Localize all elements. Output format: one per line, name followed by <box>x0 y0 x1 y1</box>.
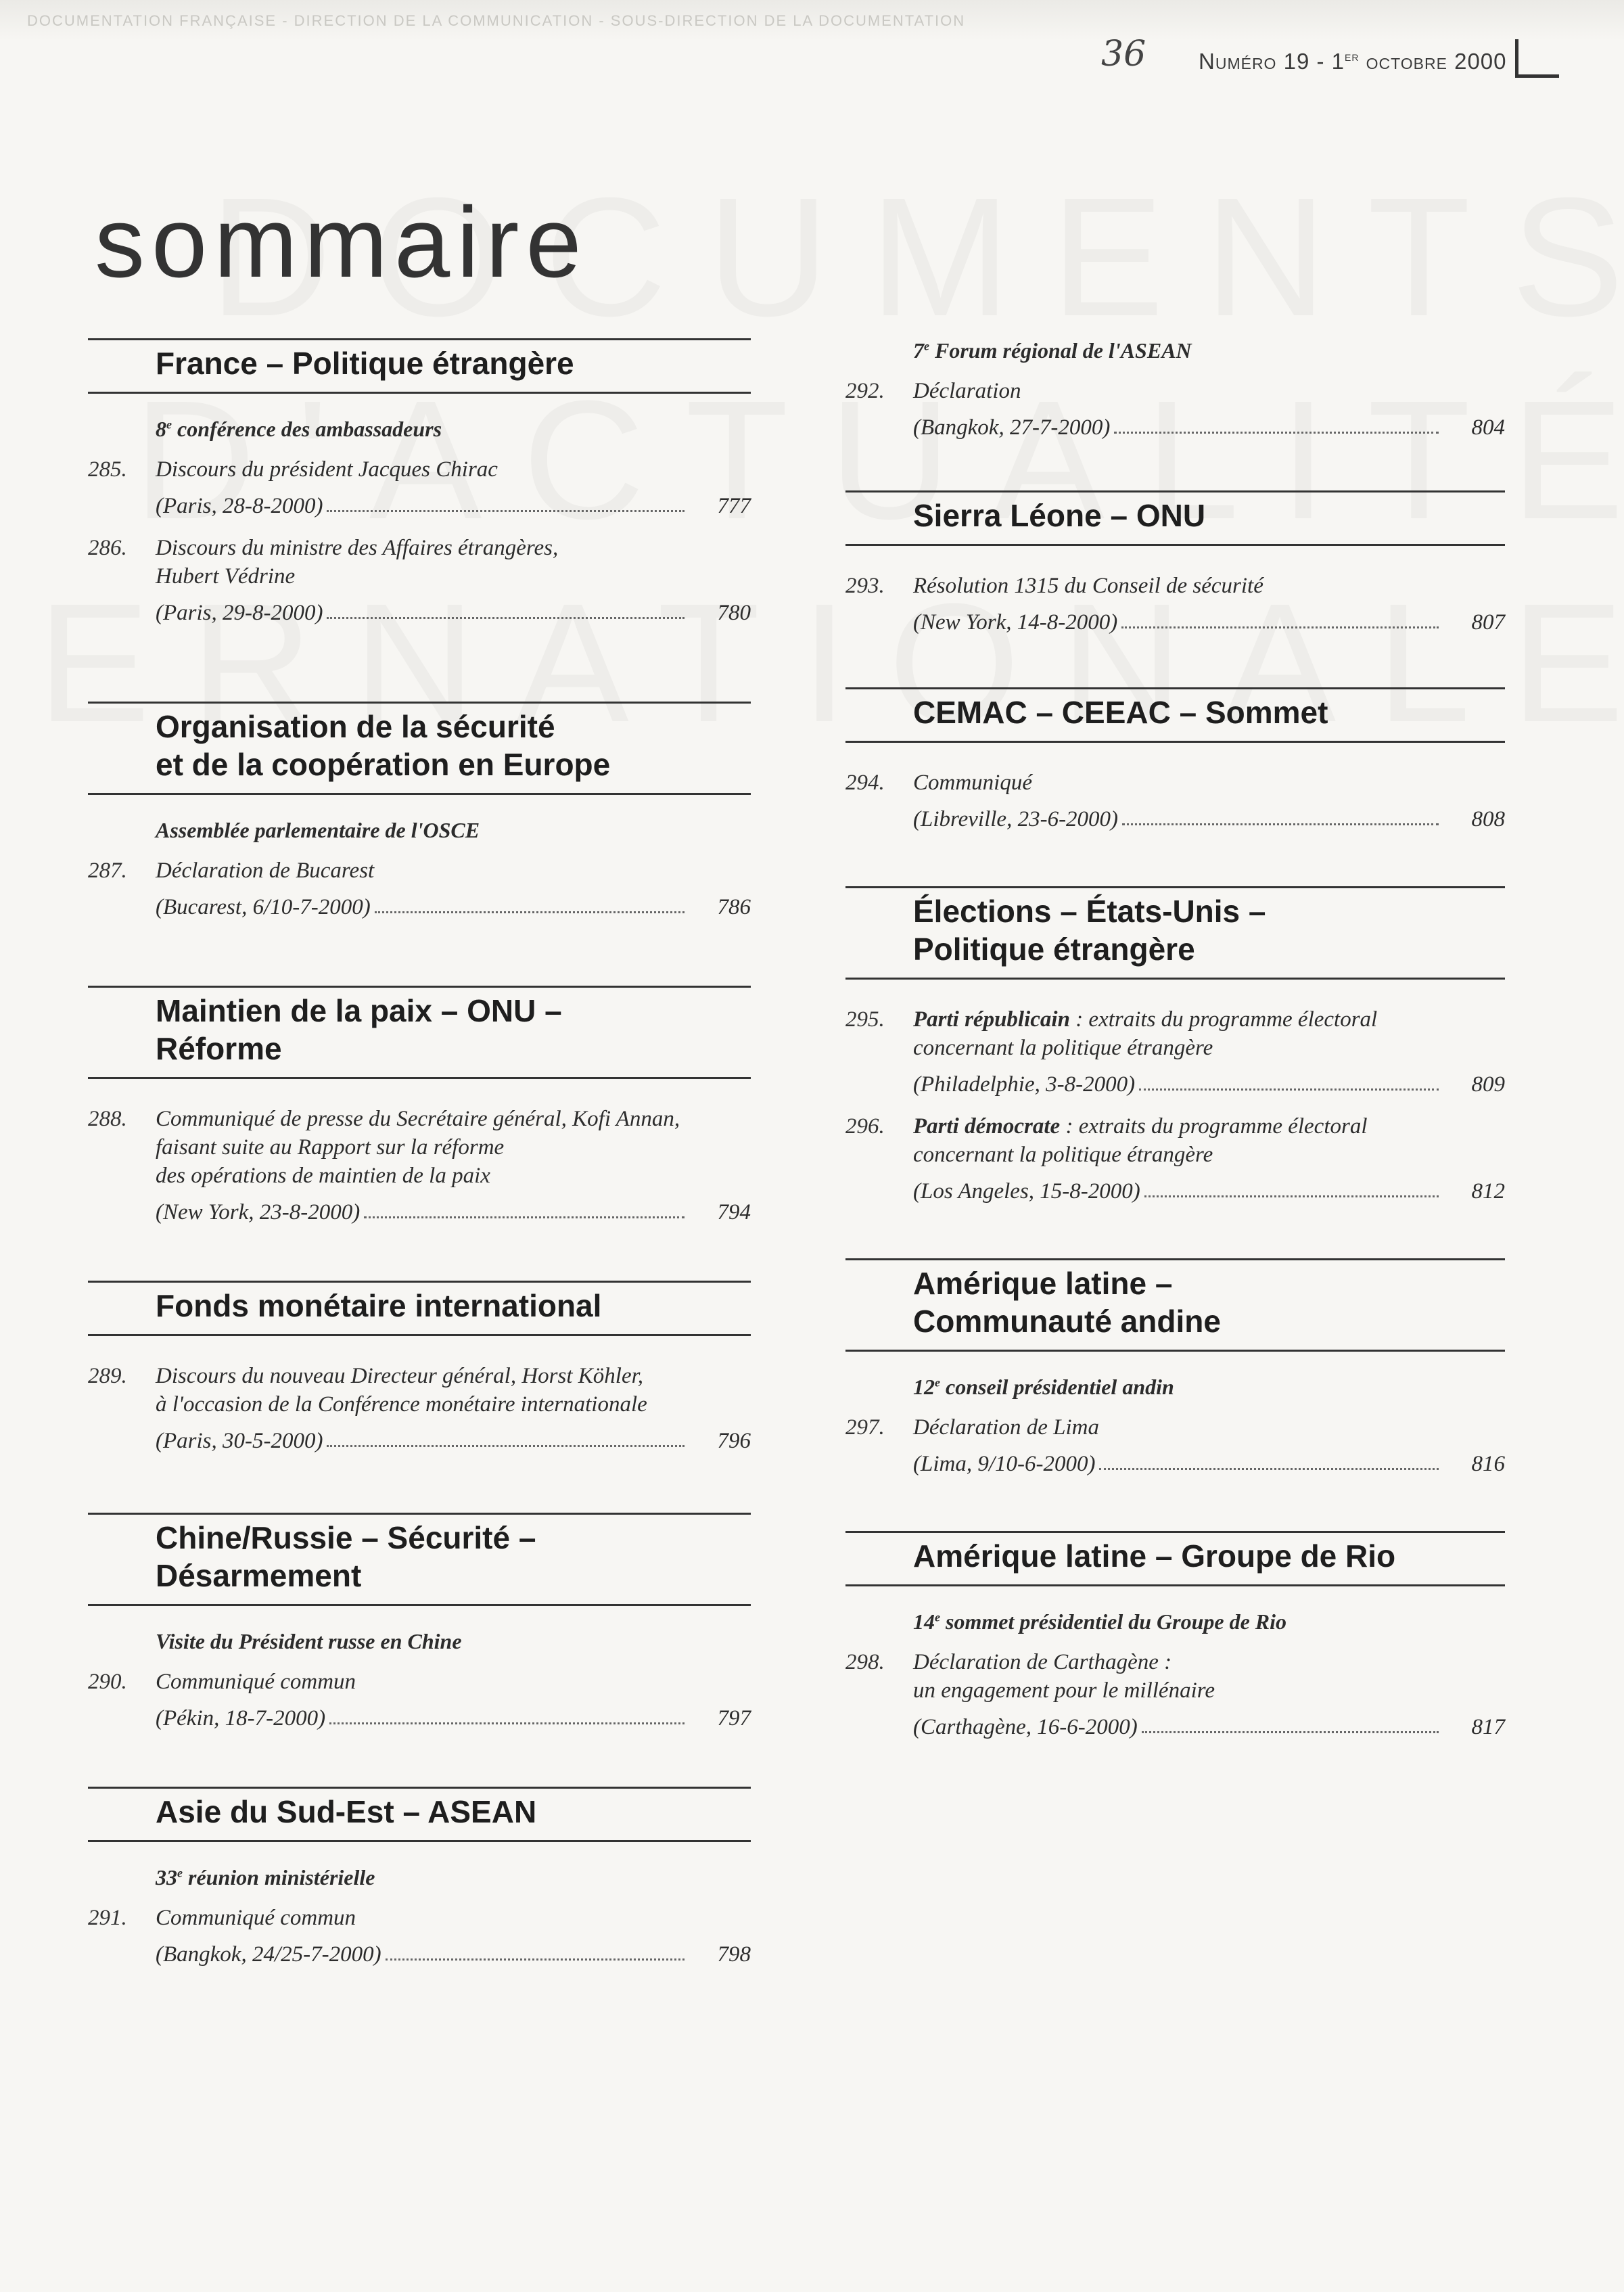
page-number: 817 <box>1471 1715 1505 1739</box>
subheading-post: conférence des ambassadeurs <box>172 417 442 441</box>
entry-body <box>913 1112 1505 1206</box>
page-number: 804 <box>1471 415 1505 440</box>
leader-dots <box>1121 626 1439 628</box>
entry-body <box>156 856 751 921</box>
heading-line: Asie du Sud-Est – ASEAN <box>156 1794 537 1829</box>
subheading <box>845 1609 1505 1634</box>
entry-line <box>156 455 751 484</box>
section-heading <box>88 1513 751 1606</box>
entry-body <box>913 1648 1505 1741</box>
leader-dots <box>386 1958 685 1961</box>
entry-text: Communiqué commun <box>156 1906 356 1930</box>
heading-line: Réforme <box>156 1031 282 1066</box>
entry-number: 296. <box>845 1114 885 1139</box>
leader-dots <box>327 1445 685 1447</box>
entry-last-line <box>913 600 1505 637</box>
leader-dots <box>327 617 685 619</box>
section-heading-text <box>156 1519 751 1595</box>
toc-section <box>88 1787 751 1969</box>
heading-line: Organisation de la sécurité <box>156 709 555 744</box>
heading-line: Politique étrangère <box>913 932 1195 967</box>
subheading-sup: e <box>935 1610 940 1624</box>
entry-number: 293. <box>845 574 885 598</box>
subheading-sup: e <box>935 1375 940 1390</box>
toc-entry[interactable] <box>845 1648 1505 1741</box>
toc-section <box>845 886 1505 1206</box>
entry-text: Déclaration <box>913 379 1021 403</box>
entry-body <box>156 1668 751 1733</box>
section-heading-text <box>913 892 1505 968</box>
entry-body <box>913 572 1505 637</box>
entry-place-date: (New York, 14-8-2000) <box>913 610 1118 635</box>
page-number: 812 <box>1471 1179 1505 1204</box>
entry-body <box>156 1105 751 1227</box>
entry-last-line <box>913 1705 1505 1741</box>
entry-text: Communiqué commun <box>156 1670 356 1694</box>
entry-body <box>156 1904 751 1969</box>
entry-text: faisant suite au Rapport sur la réforme <box>156 1135 505 1160</box>
toc-entry[interactable] <box>845 1112 1505 1206</box>
heading-line: Désarmement <box>156 1558 362 1593</box>
entry-body <box>913 769 1505 833</box>
page-title: sommaire <box>95 187 588 298</box>
entry-text: Résolution 1315 du Conseil de sécurité <box>913 574 1263 598</box>
toc-section <box>88 702 751 921</box>
heading-line: Maintien de la paix – ONU – <box>156 993 562 1028</box>
leader-dots <box>375 911 685 913</box>
entry-number: 298. <box>845 1650 885 1674</box>
entry-text: des opérations de maintien de la paix <box>156 1164 490 1188</box>
entry-line <box>913 377 1505 405</box>
subheading-pre: Assemblée parlementaire de l'OSCE <box>156 818 480 842</box>
toc-section <box>88 338 751 627</box>
heading-line: Amérique latine – Groupe de Rio <box>913 1538 1396 1574</box>
page-number: 816 <box>1471 1452 1505 1476</box>
entry-line <box>913 1676 1505 1705</box>
left-column <box>88 338 751 1969</box>
entry-line <box>913 1141 1505 1169</box>
entry-body <box>156 534 751 627</box>
entry-last-line <box>913 405 1505 442</box>
entry-text: Déclaration de Carthagène : <box>913 1650 1172 1674</box>
entry-line <box>913 1648 1505 1676</box>
subheading <box>845 1375 1505 1400</box>
subheading <box>88 1865 751 1890</box>
entry-place-date: (Lima, 9/10-6-2000) <box>913 1452 1096 1476</box>
entry-last-line <box>156 484 751 520</box>
issue-prefix: Numéro 19 - 1 <box>1199 49 1345 74</box>
subheading <box>88 818 751 843</box>
subheading-pre: 8 <box>156 417 166 441</box>
page-number: 780 <box>717 601 751 625</box>
entry-text: Communiqué de presse du Secrétaire général, Kofi Annan, <box>156 1107 680 1131</box>
entry-line <box>156 856 751 885</box>
subheading-post: sommet présidentiel du Groupe de Rio <box>940 1609 1286 1634</box>
entry-place-date: (Carthagène, 16-6-2000) <box>913 1715 1138 1739</box>
entry-last-line <box>156 1190 751 1227</box>
entry-line <box>156 1105 751 1133</box>
section-heading-text <box>156 992 751 1068</box>
entry-line <box>913 1112 1505 1141</box>
leader-dots <box>1114 432 1439 434</box>
toc-section <box>845 1258 1505 1478</box>
entry-place-date: (Los Angeles, 15-8-2000) <box>913 1179 1140 1204</box>
entry-last-line <box>156 591 751 627</box>
entry-line <box>913 1413 1505 1442</box>
handwritten-number: 36 <box>1101 34 1146 74</box>
heading-line: Fonds monétaire international <box>156 1288 602 1323</box>
entry-line <box>156 1133 751 1162</box>
heading-line: France – Politique étrangère <box>156 346 574 381</box>
entry-line <box>156 1162 751 1190</box>
spacer <box>845 980 1505 992</box>
section-heading <box>88 338 751 394</box>
toc-entry[interactable] <box>845 377 1505 442</box>
entry-number: 292. <box>845 379 885 403</box>
toc-section <box>845 490 1505 637</box>
issue-number <box>1199 49 1507 74</box>
page-number: 808 <box>1471 807 1505 831</box>
entry-number: 295. <box>845 1007 885 1032</box>
toc-section <box>88 1513 751 1733</box>
page-number: 807 <box>1471 610 1505 635</box>
toc-entry[interactable] <box>88 1362 751 1455</box>
entry-last-line <box>913 797 1505 833</box>
top-strip <box>0 0 1624 41</box>
entry-bold: Parti républicain <box>913 1007 1070 1032</box>
entry-number: 289. <box>88 1364 127 1388</box>
toc-entry[interactable] <box>88 856 751 921</box>
page-number: 809 <box>1471 1072 1505 1097</box>
section-heading <box>845 1531 1505 1586</box>
entry-last-line <box>156 885 751 921</box>
right-column <box>845 338 1505 1741</box>
entry-last-line <box>913 1169 1505 1206</box>
page-number: 797 <box>717 1706 751 1731</box>
entry-last-line <box>156 1932 751 1969</box>
entry-text: Déclaration de Lima <box>913 1415 1099 1440</box>
entry-line <box>156 1668 751 1696</box>
leader-dots <box>364 1216 685 1218</box>
entry-line <box>156 1390 751 1419</box>
entry-text: Discours du nouveau Directeur général, Horst Köhler, <box>156 1364 644 1388</box>
spacer <box>845 546 1505 558</box>
leader-dots <box>327 510 685 512</box>
entry-last-line <box>156 1419 751 1455</box>
toc-section <box>845 338 1505 442</box>
entry-body <box>156 455 751 520</box>
toc-section <box>845 1531 1505 1741</box>
entry-text: concernant la politique étrangère <box>913 1143 1213 1167</box>
subheading <box>845 338 1505 363</box>
entry-line <box>913 572 1505 600</box>
section-heading-text <box>913 693 1505 731</box>
toc-entry[interactable] <box>88 1904 751 1969</box>
section-heading-text <box>156 344 751 382</box>
entry-line <box>913 1005 1505 1034</box>
heading-line: Chine/Russie – Sécurité – <box>156 1520 536 1555</box>
entry-body <box>156 1362 751 1455</box>
entry-place-date: (Philadelphie, 3-8-2000) <box>913 1072 1136 1097</box>
section-heading-text <box>156 708 751 783</box>
entry-text: Déclaration de Bucarest <box>156 858 375 883</box>
entry-line <box>913 1034 1505 1062</box>
subheading-pre: Visite du Président russe en Chine <box>156 1629 462 1653</box>
subheading-pre: 12 <box>913 1375 935 1399</box>
subheading-pre: 7 <box>913 338 924 363</box>
subheading-sup: e <box>177 1866 183 1880</box>
section-heading <box>845 886 1505 980</box>
entry-body <box>913 1005 1505 1099</box>
entry-place-date: (Paris, 28-8-2000) <box>156 494 323 518</box>
entry-line <box>913 769 1505 797</box>
spacer <box>88 1079 751 1091</box>
entry-body <box>913 377 1505 442</box>
page-number: 777 <box>717 494 751 518</box>
heading-line: Amérique latine – <box>913 1266 1173 1301</box>
page-number: 794 <box>717 1200 751 1224</box>
subheading-post: réunion ministérielle <box>183 1865 375 1889</box>
heading-line: Élections – États-Unis – <box>913 894 1266 929</box>
entry-text: un engagement pour le millénaire <box>913 1678 1215 1703</box>
page-number: 786 <box>717 895 751 919</box>
toc-entry[interactable] <box>845 572 1505 637</box>
entry-number: 294. <box>845 771 885 795</box>
leader-dots <box>1144 1195 1439 1197</box>
entry-number: 286. <box>88 536 127 560</box>
entry-bold: Parti démocrate <box>913 1114 1061 1139</box>
leader-dots <box>329 1722 685 1724</box>
subheading <box>88 417 751 442</box>
entry-place-date: (Paris, 30-5-2000) <box>156 1429 323 1453</box>
section-heading-text <box>913 1264 1505 1340</box>
leader-dots <box>1142 1731 1439 1733</box>
toc-entry[interactable] <box>88 534 751 627</box>
entry-text: Discours du président Jacques Chirac <box>156 457 498 482</box>
section-heading <box>88 1281 751 1336</box>
entry-last-line <box>913 1062 1505 1099</box>
entry-text: Communiqué <box>913 771 1032 795</box>
entry-place-date: (Bangkok, 27-7-2000) <box>913 415 1111 440</box>
corner-mark-icon <box>1515 39 1559 78</box>
entry-place-date: (Bangkok, 24/25-7-2000) <box>156 1942 381 1967</box>
section-heading <box>845 687 1505 743</box>
toc-entry[interactable] <box>88 455 751 520</box>
section-heading-text <box>156 1793 751 1831</box>
entry-body <box>913 1413 1505 1478</box>
entry-place-date: (Pékin, 18-7-2000) <box>156 1706 326 1731</box>
toc-entry[interactable] <box>845 769 1505 833</box>
leader-dots <box>1122 823 1439 825</box>
entry-number: 285. <box>88 457 127 482</box>
entry-place-date: (Bucarest, 6/10-7-2000) <box>156 895 371 919</box>
entry-text: : extraits du programme électoral <box>1060 1114 1368 1139</box>
section-heading-text <box>913 497 1505 534</box>
subheading-sup: e <box>924 339 929 353</box>
toc-section <box>88 1281 751 1455</box>
entry-text: à l'occasion de la Conférence monétaire internationale <box>156 1392 647 1417</box>
section-heading <box>88 702 751 795</box>
section-heading <box>845 490 1505 546</box>
heading-line: Sierra Léone – ONU <box>913 498 1206 533</box>
top-strip-text: DOCUMENTATION FRANÇAISE - DIRECTION DE LA COMMUNICATION - SOUS-DIRECTION DE LA DOCUMENTATION <box>27 12 966 29</box>
subheading-sup: e <box>166 417 172 432</box>
subheading <box>88 1629 751 1654</box>
heading-line: et de la coopération en Europe <box>156 747 611 782</box>
toc-entry[interactable] <box>88 1668 751 1733</box>
spacer <box>88 1336 751 1348</box>
entry-place-date: (New York, 23-8-2000) <box>156 1200 361 1224</box>
entry-text: : extraits du programme électoral <box>1069 1007 1378 1032</box>
section-heading <box>88 986 751 1079</box>
entry-last-line <box>913 1442 1505 1478</box>
heading-line: Communauté andine <box>913 1304 1221 1339</box>
toc-entry[interactable] <box>845 1005 1505 1099</box>
entry-line <box>156 1362 751 1390</box>
entry-number: 297. <box>845 1415 885 1440</box>
leader-dots <box>1099 1468 1439 1470</box>
toc-entry[interactable] <box>88 1105 751 1227</box>
section-heading-text <box>156 1287 751 1325</box>
subheading-post: Forum régional de l'ASEAN <box>929 338 1192 363</box>
issue-sup: er <box>1345 49 1360 64</box>
entry-number: 291. <box>88 1906 127 1930</box>
section-heading <box>845 1258 1505 1352</box>
entry-place-date: (Paris, 29-8-2000) <box>156 601 323 625</box>
entry-text: Hubert Védrine <box>156 564 296 589</box>
issue-suffix: octobre 2000 <box>1359 49 1507 74</box>
toc-entry[interactable] <box>845 1413 1505 1478</box>
page-number: 796 <box>717 1429 751 1453</box>
subheading-pre: 14 <box>913 1609 935 1634</box>
entry-number: 290. <box>88 1670 127 1694</box>
page-number: 798 <box>717 1942 751 1967</box>
entry-line <box>156 534 751 562</box>
entry-place-date: (Libreville, 23-6-2000) <box>913 807 1119 831</box>
toc-section <box>845 687 1505 833</box>
entry-number: 288. <box>88 1107 127 1131</box>
spacer <box>845 743 1505 755</box>
section-heading <box>88 1787 751 1842</box>
entry-line <box>156 1904 751 1932</box>
subheading-post: conseil présidentiel andin <box>940 1375 1174 1399</box>
subheading-pre: 33 <box>156 1865 177 1889</box>
toc-section <box>88 986 751 1227</box>
heading-line: CEMAC – CEEAC – Sommet <box>913 695 1328 730</box>
section-heading-text <box>913 1537 1505 1575</box>
entry-text: concernant la politique étrangère <box>913 1036 1213 1060</box>
entry-number: 287. <box>88 858 127 883</box>
entry-text: Discours du ministre des Affaires étrangères, <box>156 536 559 560</box>
leader-dots <box>1139 1088 1439 1091</box>
entry-last-line <box>156 1696 751 1733</box>
entry-line <box>156 562 751 591</box>
